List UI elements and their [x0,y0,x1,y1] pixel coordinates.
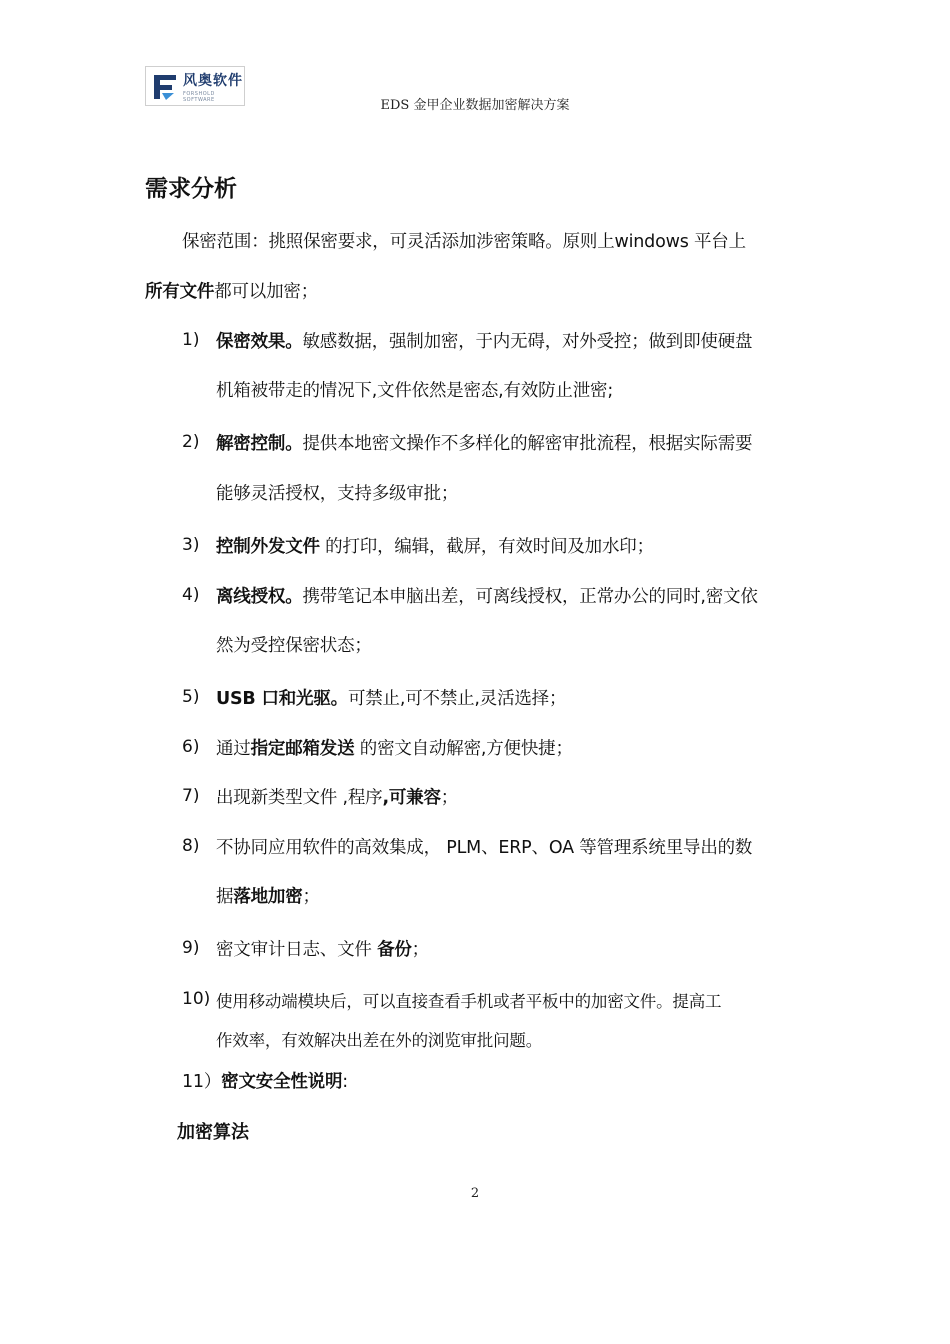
section-title: 需求分析 [145,176,237,202]
item-10-continuation: 作效率，有效解决出差在外的浏览审批问题。 [216,1031,543,1050]
item-4-line [216,583,758,608]
logo-subtext: FORSHOLD SOFTWARE [183,91,215,103]
item-1-line [216,328,752,353]
item-6-number: 6) [182,737,200,757]
item-6-pre: 通过 [216,739,251,759]
item-7-bold: ,可兼容 [382,788,441,808]
intro-line-2 [145,278,318,303]
intro-bold: 所有文件 [145,282,215,302]
page-number: 2 [470,1186,480,1201]
item-11-text: : [342,1072,348,1092]
item-5-bold: USB 口和光驱。 [216,689,348,709]
item-8-line: 不协同应用软件的高效集成， PLM、ERP、OA 等管理系统里导出的数 [216,838,753,858]
item-9-bold: 备份 [377,940,412,960]
item-1-continuation: 机箱被带走的情况下,文件依然是密态,有效防止泄密; [216,381,614,401]
item-10-line: 使用移动端模块后，可以直接查看手机或者平板中的加密文件。提高工 [216,992,722,1011]
item-2-bold: 解密控制。 [216,434,303,454]
item-5-text: 可禁止,可不禁止,灵活选择； [347,689,567,709]
item-8-continuation [216,883,320,908]
encryption-algorithm-heading: 加密算法 [177,1122,249,1143]
item-2-continuation: 能够灵活授权，支持多级审批； [216,484,459,504]
item-8-bold: 落地加密 [233,887,303,907]
item-2-text: 提供本地密文操作不多样化的解密审批流程，根据实际需要 [302,434,753,454]
item-4-continuation: 然为受控保密状态； [216,636,372,656]
item-7-text: ； [440,788,459,808]
item-1-text: 敏感数据，强制加密，于内无碍，对外受控；做到即使硬盘 [302,332,753,352]
item-2-number: 2) [182,432,200,452]
item-4-number: 4) [182,585,200,605]
intro-line-1: 保密范围：挑照保密要求，可灵活添加涉密策略。原则上windows 平台上 [182,232,746,252]
item-9-number: 9) [182,938,200,958]
item-3-text: 的打印，编辑，截屏，有效时间及加水印； [319,537,654,557]
item-3-bold: 控制外发文件 [216,537,320,557]
item-5-line [216,685,566,710]
intro-rest: 都可以加密； [214,282,319,302]
item-2-line [216,430,752,455]
item-6-text: 的密文自动解密,方便快捷； [354,739,573,759]
item-11-number: 11） [182,1072,222,1092]
item-5-number: 5) [182,687,200,707]
item-6-bold: 指定邮箱发送 [250,739,355,759]
item-7-number: 7) [182,786,200,806]
item-1-bold: 保密效果。 [216,332,303,352]
item-10-number: 10) [182,989,211,1009]
item-11-bold: 密文安全性说明 [221,1072,343,1092]
item-3-number: 3) [182,535,200,555]
document-header-title: EDS 金甲企业数据加密解决方案 [380,98,570,113]
item-11-line [182,1068,348,1093]
item-6-line [216,735,573,760]
item-9-text: ； [411,940,429,960]
item-4-bold: 离线授权。 [216,587,303,607]
item-4-text: 携带笔记本申脑出差，可离线授权，正常办公的同时,密文依 [302,587,758,607]
item-1-number: 1) [182,330,200,350]
item-7-pre: 出现新类型文件 ,程序 [216,788,383,808]
logo-text: 风奥软件 [183,73,243,89]
item-8-cont-rest: ； [302,887,320,907]
item-8-number: 8) [182,836,200,856]
item-9-line [216,936,429,961]
item-3-line [216,533,654,558]
item-8-cont-pre: 据 [216,887,234,907]
item-7-line [216,784,458,809]
item-9-pre: 密文审计日志、文件 [216,940,378,960]
